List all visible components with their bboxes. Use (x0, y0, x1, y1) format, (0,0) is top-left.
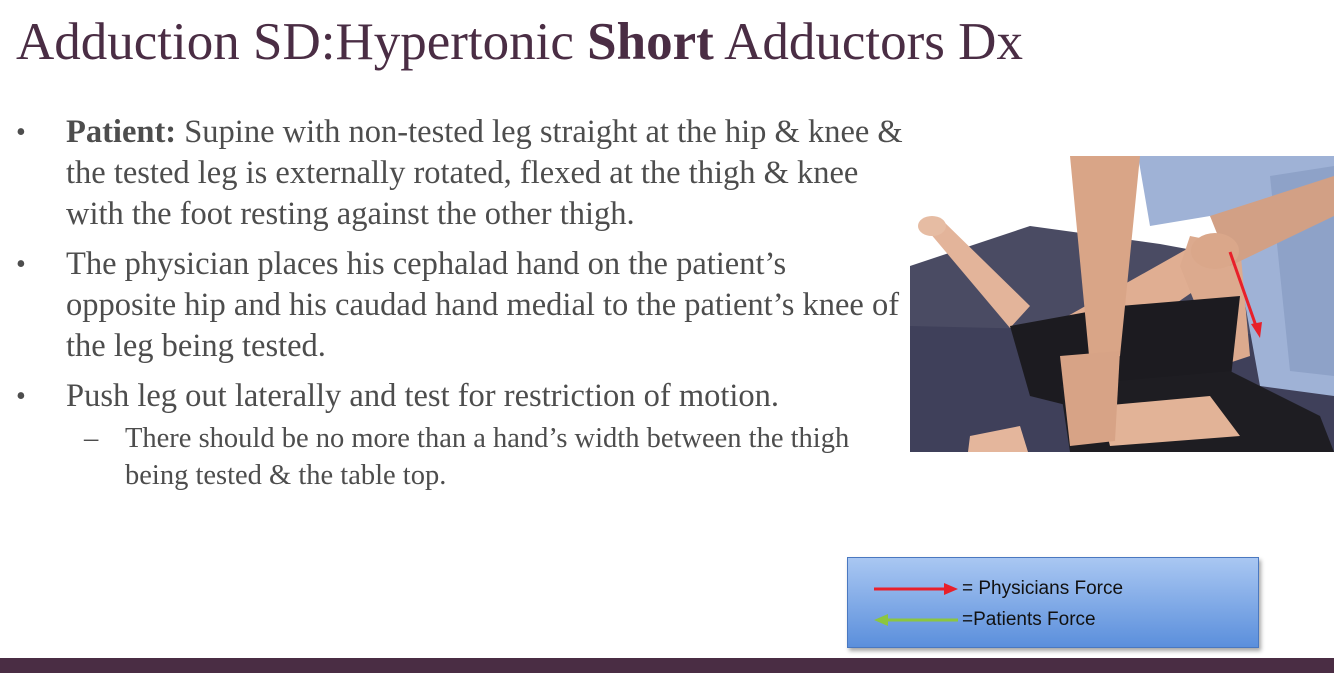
legend-physician-label: = Physicians Force (962, 578, 1124, 599)
slide-title (16, 10, 1023, 74)
bullet-item-patient (14, 112, 904, 235)
sub-bullet-item (14, 420, 904, 494)
bullet-list (14, 112, 904, 494)
red-right-arrow-icon (872, 582, 960, 596)
footer-bar (0, 658, 1334, 673)
bullet-item-push (14, 376, 904, 417)
legend-patient-label: =Patients Force (962, 609, 1096, 630)
bullet-dot: • (16, 381, 26, 412)
exam-photo (910, 156, 1334, 452)
legend-row-physician (872, 577, 1123, 601)
bullet-text: Supine with non-tested leg straight at the hip & knee & the tested leg is externally rotated, flexed at the thigh & knee with the foot resting against the other thigh. (66, 114, 903, 232)
bullet-text: The physician places his cephalad hand on the patient’s opposite hip and his caudad hand medial to the patient’s knee of the leg being tested. (66, 246, 900, 364)
bullet-dot: • (16, 117, 26, 148)
force-legend (847, 557, 1259, 648)
bullet-dot: • (16, 249, 26, 280)
sub-bullet-dash: – (84, 423, 99, 454)
title-part-1: Adduction SD:Hypertonic (16, 13, 588, 71)
legend-row-patient (872, 608, 1096, 632)
green-left-arrow-icon (872, 613, 960, 627)
bullet-item-physician (14, 244, 904, 367)
exam-photo-illustration (910, 156, 1334, 452)
title-part-2: Adductors Dx (713, 13, 1023, 71)
bullet-text: Push leg out laterally and test for restriction of motion. (66, 378, 780, 414)
bullet-bold-label: Patient: (66, 114, 177, 150)
title-bold-word: Short (587, 13, 714, 71)
sub-bullet-text: There should be no more than a hand’s width between the thigh being tested & the table top. (125, 423, 850, 491)
